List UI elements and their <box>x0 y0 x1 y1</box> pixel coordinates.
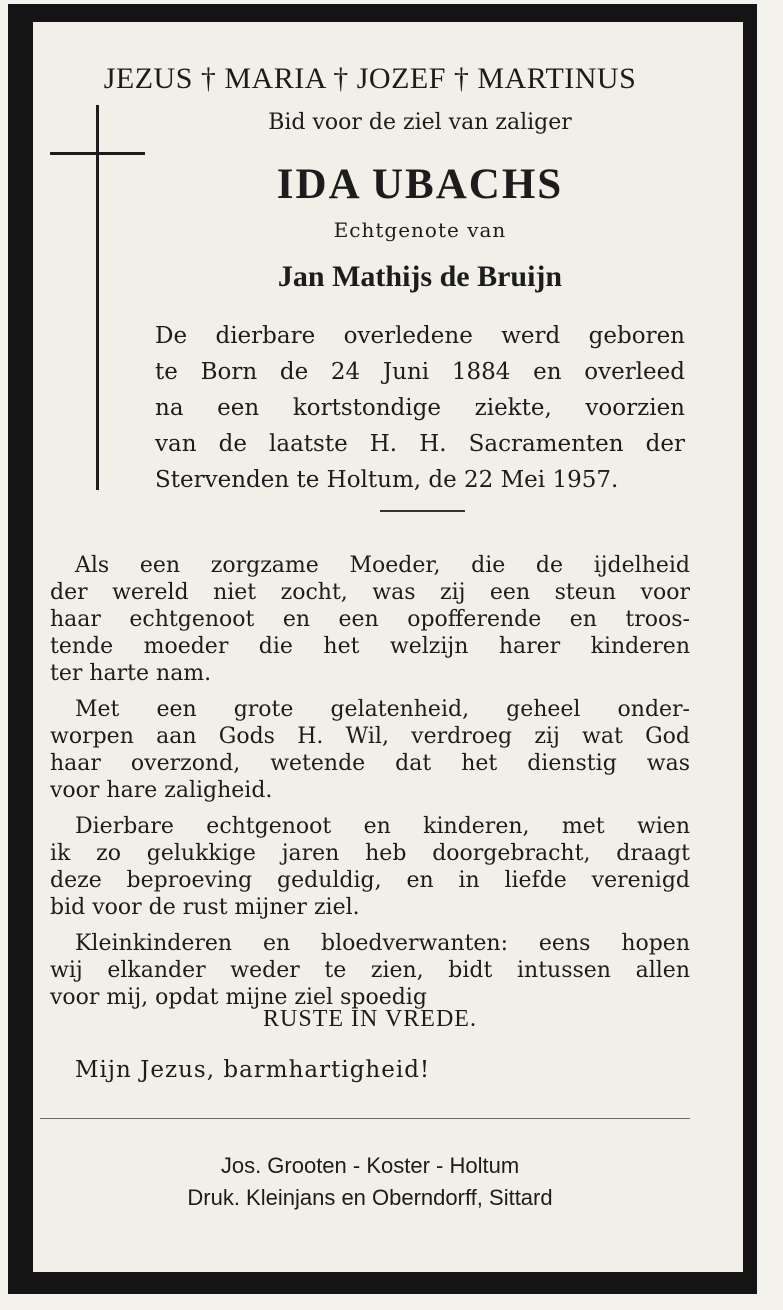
deceased-name: IDA UBACHS <box>276 161 564 208</box>
divider <box>40 1118 690 1119</box>
prayer-line: Mijn Jezus, barmhartigheid! <box>75 1057 431 1083</box>
biography <box>155 318 685 498</box>
rest-in-peace: RUSTE IN VREDE. <box>263 1006 477 1032</box>
text-line: wij elkander weder te zien, bidt intussen allen <box>50 958 690 983</box>
paragraph <box>50 813 690 921</box>
text-line: Kleinkinderen en bloedverwanten: eens hopen <box>75 931 690 956</box>
text-line: der wereld niet zocht, was zij een steun voor <box>50 580 690 605</box>
spouse-label: Echtgenote van <box>333 218 507 242</box>
text-line: Met een grote gelatenheid, geheel onder- <box>75 697 690 722</box>
text-line: haar echtgenoot en een opofferende en troos- <box>50 607 690 632</box>
text-line: worpen aan Gods H. Wil, verdroeg zij wat God <box>50 724 690 749</box>
text-line: tende moeder die het welzijn harer kinderen <box>50 634 690 659</box>
bio-line: van de laatste H. H. Sacramenten der <box>155 431 685 457</box>
printer-line: Druk. Kleinjans en Oberndorff, Sittard <box>187 1185 553 1210</box>
divider <box>380 510 465 512</box>
bio-line: De dierbare overledene werd geboren <box>155 323 685 349</box>
bio-line: na een kortstondige ziekte, voorzien <box>155 395 685 421</box>
text-line: voor mij, opdat mijne ziel spoedig <box>50 985 427 1010</box>
spouse-name: Jan Mathijs de Bruijn <box>277 260 563 293</box>
paragraph <box>50 696 690 804</box>
text-line: Dierbare echtgenoot en kinderen, met wien <box>75 814 690 839</box>
memorial-text <box>50 552 690 1020</box>
text-line: deze beproeving geduldig, en in liefde verenigd <box>50 868 690 893</box>
paragraph <box>50 930 690 1011</box>
cross-icon-vertical <box>96 105 99 490</box>
text-line: voor hare zaligheid. <box>50 778 273 803</box>
intro-line: Bid voor de ziel van zaliger <box>268 110 572 135</box>
printer-line: Jos. Grooten - Koster - Holtum <box>220 1153 520 1178</box>
header-saints: JEZUS † MARIA † JOZEF † MARTINUS <box>103 62 637 95</box>
text-line: ik zo gelukkige jaren heb doorgebracht, draagt <box>50 841 690 866</box>
text-line: bid voor de rust mijner ziel. <box>50 895 360 920</box>
cross-icon-horizontal <box>50 152 145 155</box>
bio-line: te Born de 24 Juni 1884 en overleed <box>155 359 685 385</box>
bio-line: Stervenden te Holtum, de 22 Mei 1957. <box>155 467 619 493</box>
text-line: ter harte nam. <box>50 661 212 686</box>
text-line: haar overzond, wetende dat het dienstig was <box>50 751 690 776</box>
text-line: Als een zorgzame Moeder, die de ijdelheid <box>75 553 690 578</box>
paragraph <box>50 552 690 687</box>
